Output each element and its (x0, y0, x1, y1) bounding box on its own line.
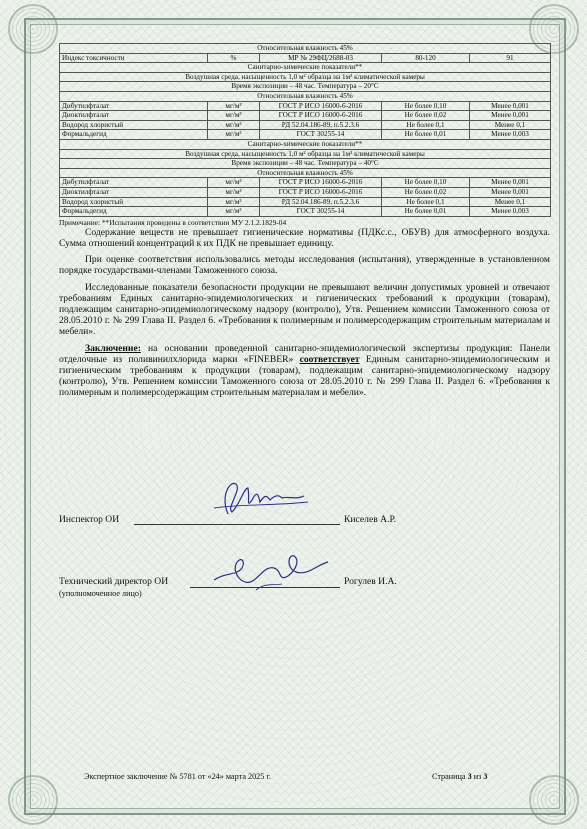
unit-cell: мг/м³ (208, 130, 260, 140)
corner-ornament (529, 775, 579, 825)
table-section-row (60, 63, 551, 73)
method-cell: ГОСТ Р ИСО 16000-6-2016 (260, 101, 382, 111)
norm-cell: Не более 0,1 (382, 120, 470, 130)
page-mid: из (471, 772, 484, 781)
section-header-cell: Время экспозиции – 48 час. Температура – 40°С (60, 159, 551, 169)
corner-ornament (8, 775, 58, 825)
results-table (59, 43, 551, 217)
unit-cell: мг/м³ (208, 207, 260, 217)
inspector-name: Киселев А.Р. (344, 514, 397, 525)
paragraph-norms: Содержание веществ не превышает гигиенические нормативы (ПДКс.с., ОБУВ) для атмосферного воздуха. Сумма отношений концентраций к их ПДК не превышает единицу. (59, 226, 550, 249)
norm-cell: Не более 0,10 (382, 101, 470, 111)
indicator-cell: Дибутилфталат (60, 178, 208, 188)
indicator-cell: Диоктилфталат (60, 111, 208, 121)
table-section-row (60, 82, 551, 92)
section-header-cell: Относительная влажность 45% (60, 91, 551, 101)
table-section-row (60, 44, 551, 54)
indicator-cell: Индекс токсичности (60, 53, 208, 63)
result-cell: Менее 0,001 (470, 101, 551, 111)
paragraph-methods: При оценке соответствия использовались методы исследования (испытания), утвержденные в установленном порядке государствами-членами Таможенного союза. (59, 254, 550, 277)
table-row (60, 53, 551, 63)
table-row (60, 207, 551, 217)
director-signature (196, 546, 346, 596)
result-cell: Менее 0,1 (470, 120, 551, 130)
indicator-cell: Водород хлористый (60, 120, 208, 130)
table-row (60, 120, 551, 130)
footer-page-number (432, 772, 488, 781)
page-current: 3 (467, 772, 472, 781)
result-cell: Менее 0,001 (470, 178, 551, 188)
table-section-row (60, 149, 551, 159)
table-note: Примечание: **Испытания проведены в соответствии МУ 2.1.2.1829-04 (59, 217, 287, 227)
norm-cell: Не более 0,10 (382, 178, 470, 188)
indicator-cell: Дибутилфталат (60, 101, 208, 111)
norm-cell: Не более 0,02 (382, 111, 470, 121)
table-section-row (60, 168, 551, 178)
result-cell: Менее 0,001 (470, 111, 551, 121)
method-cell: ГОСТ Р ИСО 16000-6-2016 (260, 178, 382, 188)
unit-cell: мг/м³ (208, 111, 260, 121)
result-cell: Менее 0,003 (470, 130, 551, 140)
table-section-row (60, 72, 551, 82)
director-title: Технический директор ОИ (59, 576, 169, 587)
indicator-cell: Формальдегид (60, 207, 208, 217)
table-row (60, 111, 551, 121)
conclusion-label: Заключение: (85, 342, 141, 354)
page-total: 3 (483, 772, 488, 781)
table-section-row (60, 139, 551, 149)
table-row (60, 187, 551, 197)
unit-cell: мг/м³ (208, 197, 260, 207)
section-header-cell: Относительная влажность 45% (60, 168, 551, 178)
section-header-cell: Относительная влажность 45% (60, 44, 551, 54)
norm-cell: Не более 0,02 (382, 187, 470, 197)
table-row (60, 130, 551, 140)
result-cell: Менее 0,001 (470, 187, 551, 197)
inspector-signature (200, 474, 320, 522)
paragraph-indicators: Исследованные показатели безопасности продукции не превышают величин допустимых уровней и отвечают требованиям Единых санитарно-эпидемиологических и гигиенических требований к продукции (товарам), подлежащим санитарно-эпидемиологическому надзору (контролю), Утв. Решением комиссии Таможенного союза от 28.05.2010 г. № 299 Глава II. Раздел 6. «Требования к полимерным и полимерсодержащим строительным материалам и мебели». (59, 281, 550, 338)
table-row (60, 178, 551, 188)
director-name: Рогулев И.А. (344, 576, 397, 587)
table-section-row (60, 91, 551, 101)
unit-cell: % (208, 53, 260, 63)
section-header-cell: Санитарно-химические показатели** (60, 139, 551, 149)
method-cell: ГОСТ 30255-14 (260, 130, 382, 140)
section-header-cell: Воздушная среда, насыщенность 1,0 м² образца на 1м³ климатической камеры (60, 72, 551, 82)
indicator-cell: Формальдегид (60, 130, 208, 140)
corner-ornament (8, 4, 58, 54)
indicator-cell: Водород хлористый (60, 197, 208, 207)
document-body (59, 43, 550, 399)
unit-cell: мг/м³ (208, 101, 260, 111)
conclusion-text-b: Единым санитарно-эпидемиологическим и гигиеническим требованиям к продукции (товарам), подлежащим санитарно-эпидемиологическому надзору (контролю), Утв. Решением комиссии Таможенного союза от 28.05.2010 г. № 299 Глава II. Раздел 6. «Требования к полимерным и полимерсодержащим строительным материалам и мебели». (59, 353, 550, 399)
table-section-row (60, 159, 551, 169)
conclusion-paragraph (59, 343, 550, 399)
conclusion-text-a: на основании проведенной санитарно-эпидемиологической экспертизы продукция: Панели отделочные из поливинилхлорида марки «FINEBER» (59, 342, 550, 365)
method-cell: МР № 29ФЦ/2688-03 (260, 53, 382, 63)
inspector-signature-line (134, 524, 340, 525)
method-cell: РД 52.04.186-89, п.5.2.3.6 (260, 120, 382, 130)
norm-cell: 80-120 (382, 53, 470, 63)
result-cell: 91 (470, 53, 551, 63)
unit-cell: мг/м³ (208, 187, 260, 197)
director-subtitle: (уполномоченное лицо) (59, 589, 142, 598)
result-cell: Менее 0,1 (470, 197, 551, 207)
unit-cell: мг/м³ (208, 120, 260, 130)
table-row (60, 197, 551, 207)
section-header-cell: Время экспозиции – 48 час. Температура – 20°С (60, 82, 551, 92)
norm-cell: Не более 0,01 (382, 207, 470, 217)
page-prefix: Страница (432, 772, 468, 781)
conclusion-verdict: соответствует (299, 353, 360, 365)
indicator-cell: Диоктилфталат (60, 187, 208, 197)
table-row (60, 101, 551, 111)
section-header-cell: Санитарно-химические показатели** (60, 63, 551, 73)
norm-cell: Не более 0,1 (382, 197, 470, 207)
footer-reference: Экспертное заключение № 5781 от «24» марта 2025 г. (84, 772, 271, 781)
inspector-title: Инспектор ОИ (59, 514, 120, 525)
unit-cell: мг/м³ (208, 178, 260, 188)
method-cell: РД 52.04.186-89, п.5.2.3.6 (260, 197, 382, 207)
method-cell: ГОСТ Р ИСО 16000-6-2016 (260, 187, 382, 197)
section-header-cell: Воздушная среда, насыщенность 1,0 м² образца на 1м³ климатической камеры (60, 149, 551, 159)
method-cell: ГОСТ Р ИСО 16000-6-2016 (260, 111, 382, 121)
norm-cell: Не более 0,01 (382, 130, 470, 140)
method-cell: ГОСТ 30255-14 (260, 207, 382, 217)
result-cell: Менее 0,003 (470, 207, 551, 217)
